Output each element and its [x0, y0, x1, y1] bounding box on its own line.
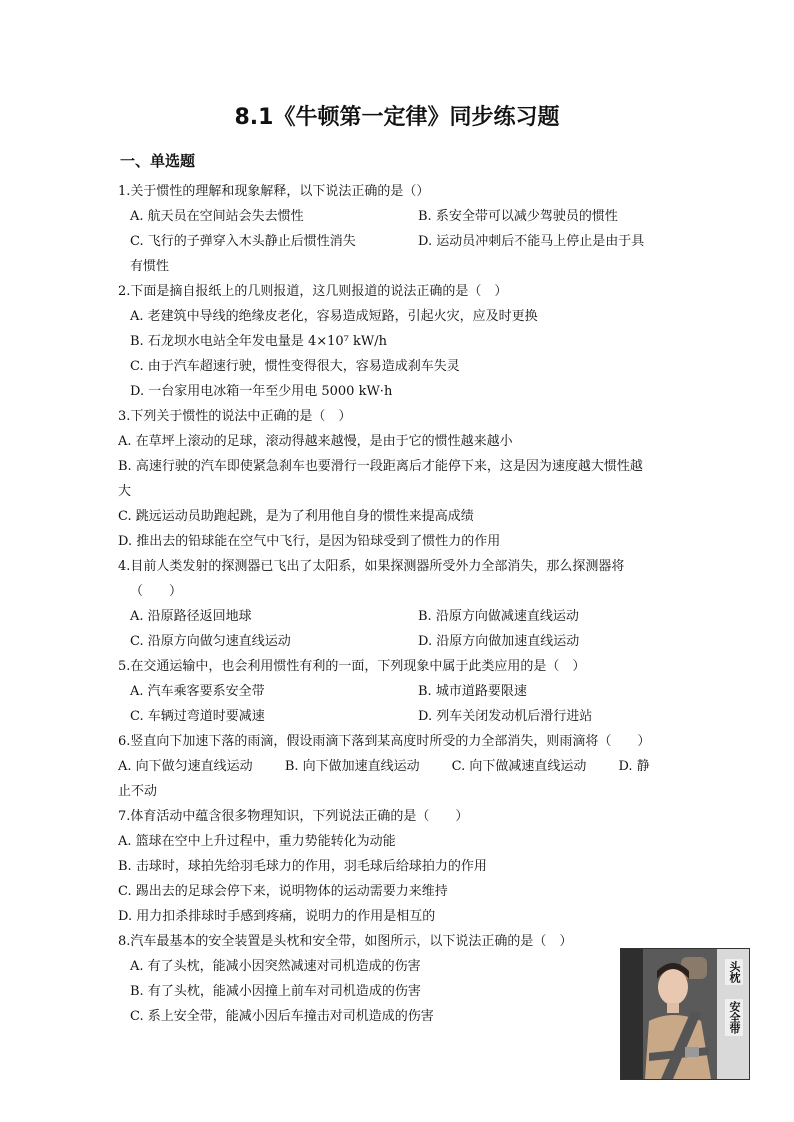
q1-stem: 1.关于惯性的理解和现象解释，以下说法正确的是（） — [118, 184, 430, 199]
q2-option-c: C. 由于汽车超速行驶，惯性变得很大，容易造成刹车失灵 — [130, 359, 460, 374]
q4-option-d: D. 沿原方向做加速直线运动 — [418, 634, 580, 649]
q5-option-c: C. 车辆过弯道时要减速 — [130, 709, 265, 724]
q4-option-c: C. 沿原方向做匀速直线运动 — [130, 634, 291, 649]
q7-option-c: C. 踢出去的足球会停下来，说明物体的运动需要力来维持 — [118, 884, 448, 899]
q6-option-a: A. 向下做匀速直线运动 — [118, 759, 253, 774]
q4-option-b: B. 沿原方向做减速直线运动 — [418, 609, 579, 624]
q2-option-d: D. 一台家用电冰箱一年至少用电 5000 kW·h — [130, 384, 393, 399]
q2-stem: 2.下面是摘自报纸上的几则报道，这几则报道的说法正确的是（ ） — [118, 284, 508, 299]
q6-option-d: D. 静 — [618, 759, 650, 774]
q5-option-b: B. 城市道路要限速 — [418, 684, 527, 699]
q6-option-b: B. 向下做加速直线运动 — [284, 759, 420, 774]
q4-stem-cont: （ ） — [130, 584, 183, 599]
q4-stem: 4.目前人类发射的探测器已飞出了太阳系，如果探测器所受外力全部消失，那么探测器将 — [118, 559, 625, 574]
seatbelt-label: 安全带 — [725, 999, 743, 1036]
q1-options-row1 — [118, 204, 678, 229]
q8-option-a: A. 有了头枕，能减小因突然减速对司机造成的伤害 — [130, 959, 421, 974]
q8-option-b: B. 有了头枕，能减小因撞上前车对司机造成的伤害 — [130, 984, 421, 999]
q8-stem: 8.汽车最基本的安全装置是头枕和安全带，如图所示，以下说法正确的是（ ） — [118, 934, 573, 949]
q2-option-b: B. 石龙坝水电站全年发电量是 4×10⁷ kW/h — [130, 334, 387, 349]
q1-option-c: C. 飞行的子弹穿入木头静止后惯性消失 — [130, 234, 356, 249]
q4-option-a: A. 沿原路径返回地球 — [130, 609, 252, 624]
q6-option-c: C. 向下做减速直线运动 — [451, 759, 587, 774]
q7-stem: 7.体育活动中蕴含很多物理知识，下列说法正确的是（ ） — [118, 809, 469, 824]
q5-option-d: D. 列车关闭发动机后滑行进站 — [418, 709, 593, 724]
q3-option-c: C. 跳远运动员助跑起跳，是为了利用他自身的惯性来提高成绩 — [118, 509, 474, 524]
car-safety-photo — [620, 948, 750, 1080]
q1-options-row2 — [118, 229, 678, 254]
q7-option-d: D. 用力扣杀排球时手感到疼痛，说明力的作用是相互的 — [118, 909, 436, 924]
page-title: 8.1《牛顿第一定律》同步练习题 — [234, 105, 560, 130]
section-heading: 一、单选题 — [120, 152, 196, 170]
q3-option-b-cont: 大 — [118, 484, 132, 499]
q1-option-d-cont: 有惯性 — [130, 259, 170, 274]
q7-option-a: A. 篮球在空中上升过程中，重力势能转化为动能 — [118, 834, 396, 849]
q2-option-a: A. 老建筑中导线的绝缘皮老化，容易造成短路，引起火灾，应及时更换 — [130, 309, 538, 324]
q5-stem: 5.在交通运输中，也会利用惯性有利的一面，下列现象中属于此类应用的是（ ） — [118, 659, 586, 674]
question-list — [118, 179, 678, 1029]
q5-options-row2 — [118, 704, 678, 729]
q4-options-row1 — [118, 604, 678, 629]
q8-option-c: C. 系上安全带，能减小因后车撞击对司机造成的伤害 — [130, 1009, 434, 1024]
q6-options-row — [118, 754, 678, 779]
q3-option-b: B. 高速行驶的汽车即使紧急刹车也要滑行一段距离后才能停下来，这是因为速度越大惯性越 — [118, 459, 643, 474]
q7-option-b: B. 击球时，球拍先给羽毛球力的作用，羽毛球后给球拍力的作用 — [118, 859, 487, 874]
q5-option-a: A. 汽车乘客要系安全带 — [130, 684, 265, 699]
q6-stem: 6.竖直向下加速下落的雨滴，假设雨滴下落到某高度时所受的力全部消失，则雨滴将（ ） — [118, 734, 651, 749]
q4-options-row2 — [118, 629, 678, 654]
q1-option-b: B. 系安全带可以减少驾驶员的惯性 — [418, 209, 618, 224]
q6-option-d-cont: 止不动 — [118, 784, 158, 799]
q1-option-d: D. 运动员冲刺后不能马上停止是由于具 — [418, 234, 645, 249]
q5-options-row1 — [118, 679, 678, 704]
q3-stem: 3.下列关于惯性的说法中正确的是（ ） — [118, 409, 352, 424]
headrest-label: 头枕 — [725, 959, 743, 985]
q1-option-a: A. 航天员在空间站会失去惯性 — [130, 209, 304, 224]
q3-option-a: A. 在草坪上滚动的足球，滚动得越来越慢，是由于它的惯性越来越小 — [118, 434, 513, 449]
q3-option-d: D. 推出去的铅球能在空气中飞行，是因为铅球受到了惯性力的作用 — [118, 534, 501, 549]
